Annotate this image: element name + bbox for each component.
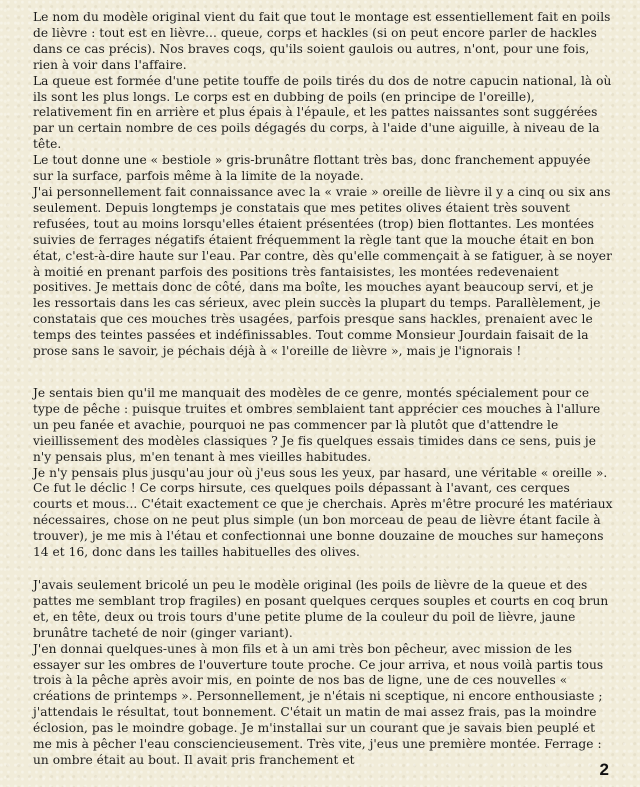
paragraph: J'avais seulement bricolé un peu le modèle original (les poils de lièvre de la queue et des pattes me semblant trop fragiles) en posant quelques cerques souples et courts en coq brun et, en tête, deux ou trois tours d'une petite plume de la couleur du poil de lièvre, jaune brunâtre tacheté de noir (ginger variant). [33,578,609,640]
paragraph: J'ai personnellement fait connaissance avec la « vraie » oreille de lièvre il y a cinq ou six ans seulement. Depuis longtemps je constatais que mes petites olives étaient très souvent refusées, tout au moins lorsqu'elles étaient présentées (trop) bien flottantes. Les montées suivies de ferrages négatifs étaient fréquemment la règle tant que la mouche était en bon état, c'est-à-dire haute sur l'eau. Par contre, dès qu'elle commençait à se fatiguer, à se noyer à moitié en prenant parfois des positions très fantaisistes, les montées redevenaient positives. Je mettais donc de côté, dans ma boîte, les mouches ayant beaucoup servi, et je les ressortais dans les cas sérieux, avec plein succès la plupart du temps. Parallèlement, je constatais que ces mouches très usagées, parfois presque sans hackles, prenaient avec le temps des teintes passées et indéfinissables. Tout comme Monsieur Jourdain faisait de la prose sans le savoir, je péchais déjà à « l'oreille de lièvre », mais je l'ignorais ! [33,184,612,359]
page-number: 2 [599,760,609,779]
paragraph: Le tout donne une « bestiole » gris-brunâtre flottant très bas, donc franchement appuyée sur la surface, parfois même à la limite de la noyade. [33,153,591,184]
paragraph: La queue est formée d'une petite touffe de poils tirés du dos de notre capucin national, là où ils sont les plus longs. Le corps est en dubbing de poils (en principe de l'oreille), relativement fin en arrière et plus épais à l'épaule, et les pattes naissantes sont suggérées par un certain nombre de ces poils dégagés du corps, à l'aide d'une aiguille, à niveau de la tête. [33,73,612,152]
paragraph: J'en donnai quelques-unes à mon fils et à un ami très bon pêcheur, avec mission de les essayer sur les ombres de l'ouverture toute proche. Ce jour arriva, et nous voilà partis tous trois à la pêche après avoir mis, en pointe de nos bas de ligne, une de ces nouvelles « créations de printemps ». Personnellement, je n'étais ni sceptique, ni encore enthousiaste ; j'attendais le résultat, tout bonnement. C'était un matin de mai assez frais, pas la moindre éclosion, pas le moindre gobage. Je m'installai sur un courant que je savais bien peuplé et me mis à pêcher l'eau consciencieusement. Très vite, j'eus une première montée. Ferrage : un ombre était au bout. Il avait pris franchement et [33,641,604,767]
text-section-2 [33,386,613,561]
text-section-1 [33,10,613,360]
paragraph: Je sentais bien qu'il me manquait des modèles de ce genre, montés spécialement pour ce type de pêche : puisque truites et ombres semblaient tant apprécier ces mouches à l'allure un peu fanée et avachie, pourquoi ne pas commencer par là plutôt que d'attendre le vieillissement des modèles classiques ? Je fis quelques essais timides dans ce sens, puis je n'y pensais plus, m'en tenant à mes vieilles habitudes. [33,386,601,464]
paragraph: Je n'y pensais plus jusqu'au jour où j'eus sous les yeux, par hasard, une véritable « oreille ». Ce fut le déclic ! Ce corps hirsute, ces quelques poils dépassant à l'avant, ces cerques courts et mous... C'était exactement ce que je cherchais. Après m'être procuré les matériaux nécessaires, chose on ne peut plus simple (un bon morceau de peau de lièvre étant facile à trouver), je me mis à l'étau et confectionnai une bonne douzaine de mouches sur hameçons 14 et 16, donc dans les tailles habituelles des olives. [33,465,613,560]
paragraph: Le nom du modèle original vient du fait que tout le montage est essentiellement fait en poils de lièvre : tout est en lièvre... queue, corps et hackles (si on peut encore parler de hackles dans ce cas précis). Nos braves coqs, qu'ils soient gaulois ou autres, n'ont, pour une fois, rien à voir dans l'affaire. [33,10,611,72]
text-section-3 [33,578,613,769]
